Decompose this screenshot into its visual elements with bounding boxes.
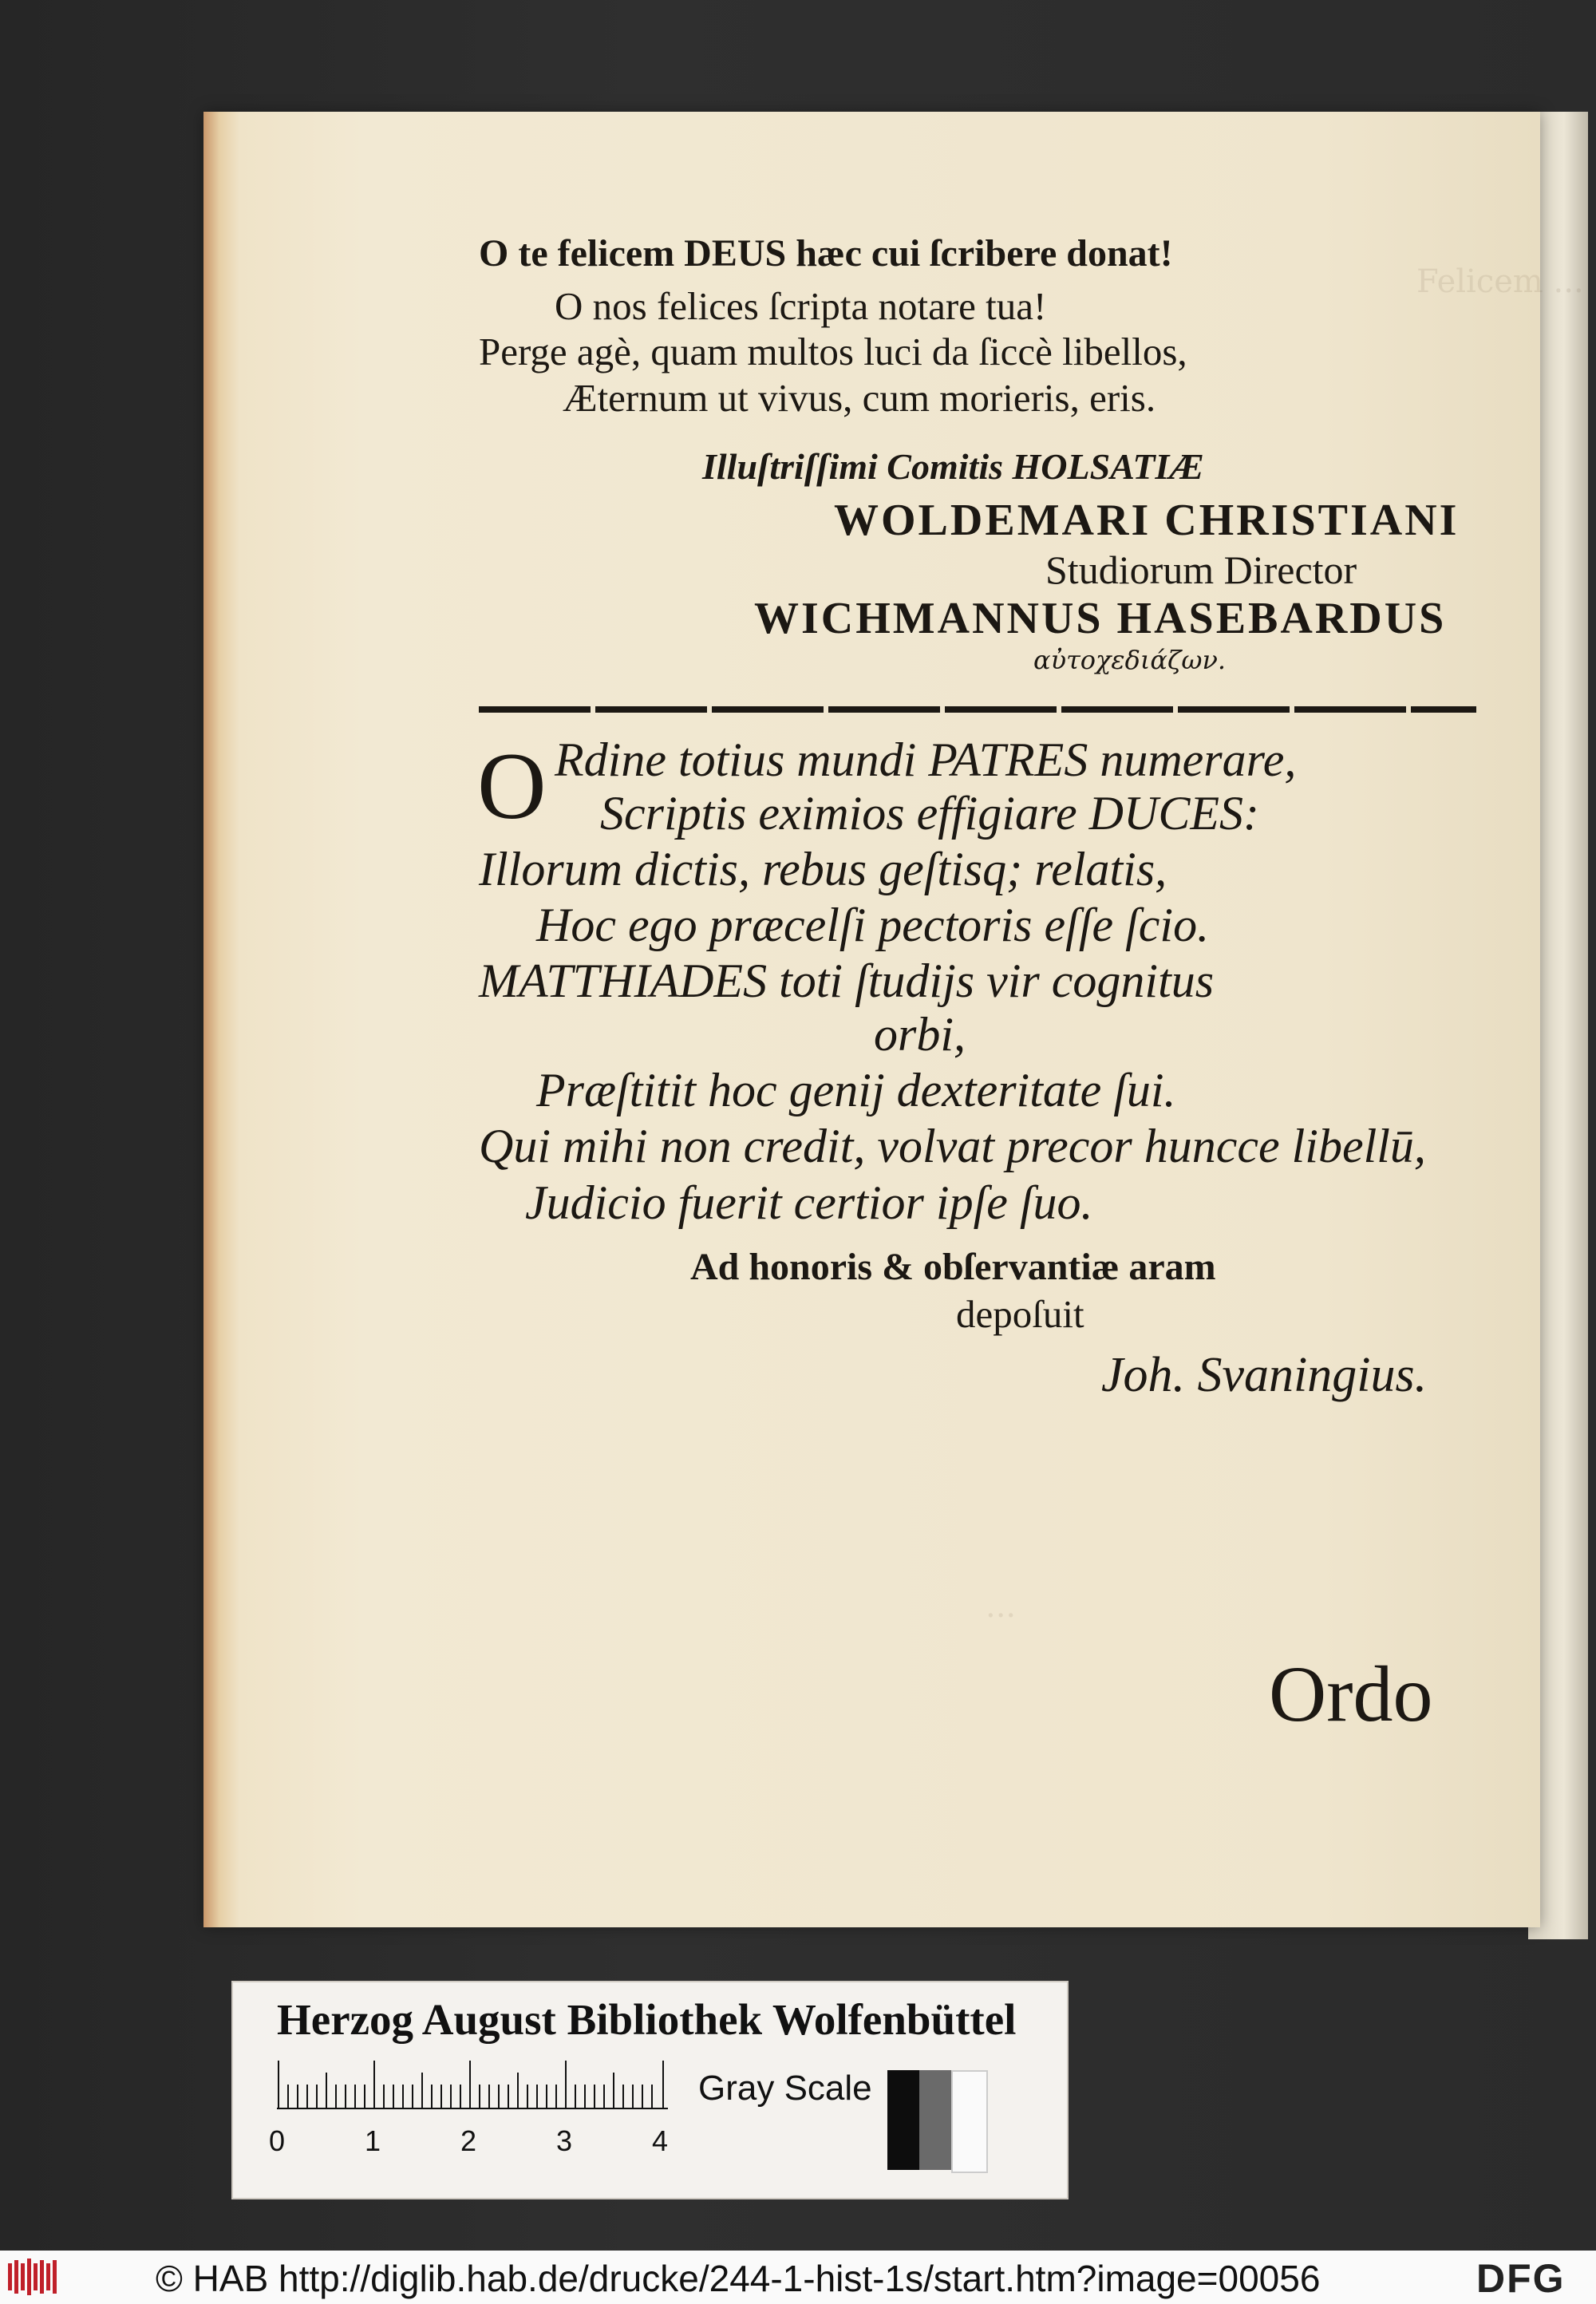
library-name: Herzog August Bibliothek Wolfenbüttel <box>277 1995 1017 2044</box>
gray-scale-label: Gray Scale <box>698 2069 872 2108</box>
dfg-logo: DFG <box>1476 2256 1566 2301</box>
poem2-line-1: Rdine totius mundi PATRES numerare, <box>555 733 1297 786</box>
gray-swatch-black <box>887 2070 919 2170</box>
poem1-line-4: Æternum ut vivus, cum morieris, eris. <box>563 376 1156 420</box>
signature1-line-2: WOLDEMARI CHRISTIANI <box>834 496 1460 545</box>
signature1-line-5: αὐτοχεδιάζων. <box>1033 645 1227 675</box>
signature1-line-3: Studiorum Director <box>1045 547 1357 592</box>
color-calibration-card <box>231 1981 1069 2199</box>
show-through-text: ... <box>986 1588 1017 1625</box>
ruler-label-0: 0 <box>269 2124 286 2157</box>
poem2-line-8: Qui mihi non credit, volvat precor hunccе libellū, <box>479 1120 1426 1172</box>
poem1-line-2: O nos felices ſcripta notare tua! <box>555 284 1047 328</box>
signature2-line-2: depoſuit <box>956 1292 1084 1336</box>
show-through-text: Felicem ... <box>1416 263 1584 300</box>
catchword: Ordo <box>1269 1650 1433 1738</box>
gray-swatch-mid <box>919 2070 951 2170</box>
signature2-author: Joh. Svaningius. <box>1101 1348 1428 1402</box>
hab-logo-icon <box>6 2257 62 2297</box>
copyright-url: © HAB http://diglib.hab.de/drucke/244-1-hist-1s/start.htm?image=00056 <box>156 2258 1321 2299</box>
ruler-label-2: 2 <box>460 2124 477 2157</box>
measurement-ruler <box>277 2061 668 2110</box>
footer-bar <box>0 2251 1596 2304</box>
signature2-line-1: Ad honoris & obſervantiæ aram <box>690 1246 1216 1288</box>
poem1-line-3: Perge agè, quam multos luci da ſiccè libellos, <box>479 330 1187 373</box>
poem1-line-1: O te felicem DEUS hæc cui ſcribere donat! <box>479 232 1173 275</box>
section-divider <box>479 706 1476 713</box>
poem2-line-2: Scriptis eximios effigiare DUCES: <box>600 787 1259 840</box>
poem2-line-7: Præſtitit hoc genij dexteritate ſui. <box>536 1064 1176 1116</box>
ruler-label-3: 3 <box>556 2124 573 2157</box>
poem2-line-4: Hoc ego præcelſi pectoris eſſe ſcio. <box>536 899 1210 951</box>
poem2-line-9: Judicio fuerit certior ipſe ſuo. <box>525 1176 1093 1229</box>
poem2-line-5: MATTHIADES toti ſtudijs vir cognitus <box>479 954 1215 1007</box>
poem2-line-6: orbi, <box>874 1008 966 1061</box>
drop-capital: O <box>477 733 547 839</box>
gray-swatch-white <box>951 2070 988 2173</box>
ruler-label-4: 4 <box>652 2124 669 2157</box>
signature1-line-1: Illuſtriſſimi Comitis HOLSATIÆ <box>702 446 1204 487</box>
signature1-line-4: WICHMANNUS HASEBARDUS <box>754 594 1447 643</box>
poem2-line-3: Illorum dictis, rebus geſtisq; relatis, <box>479 843 1167 895</box>
ruler-label-1: 1 <box>365 2124 381 2157</box>
